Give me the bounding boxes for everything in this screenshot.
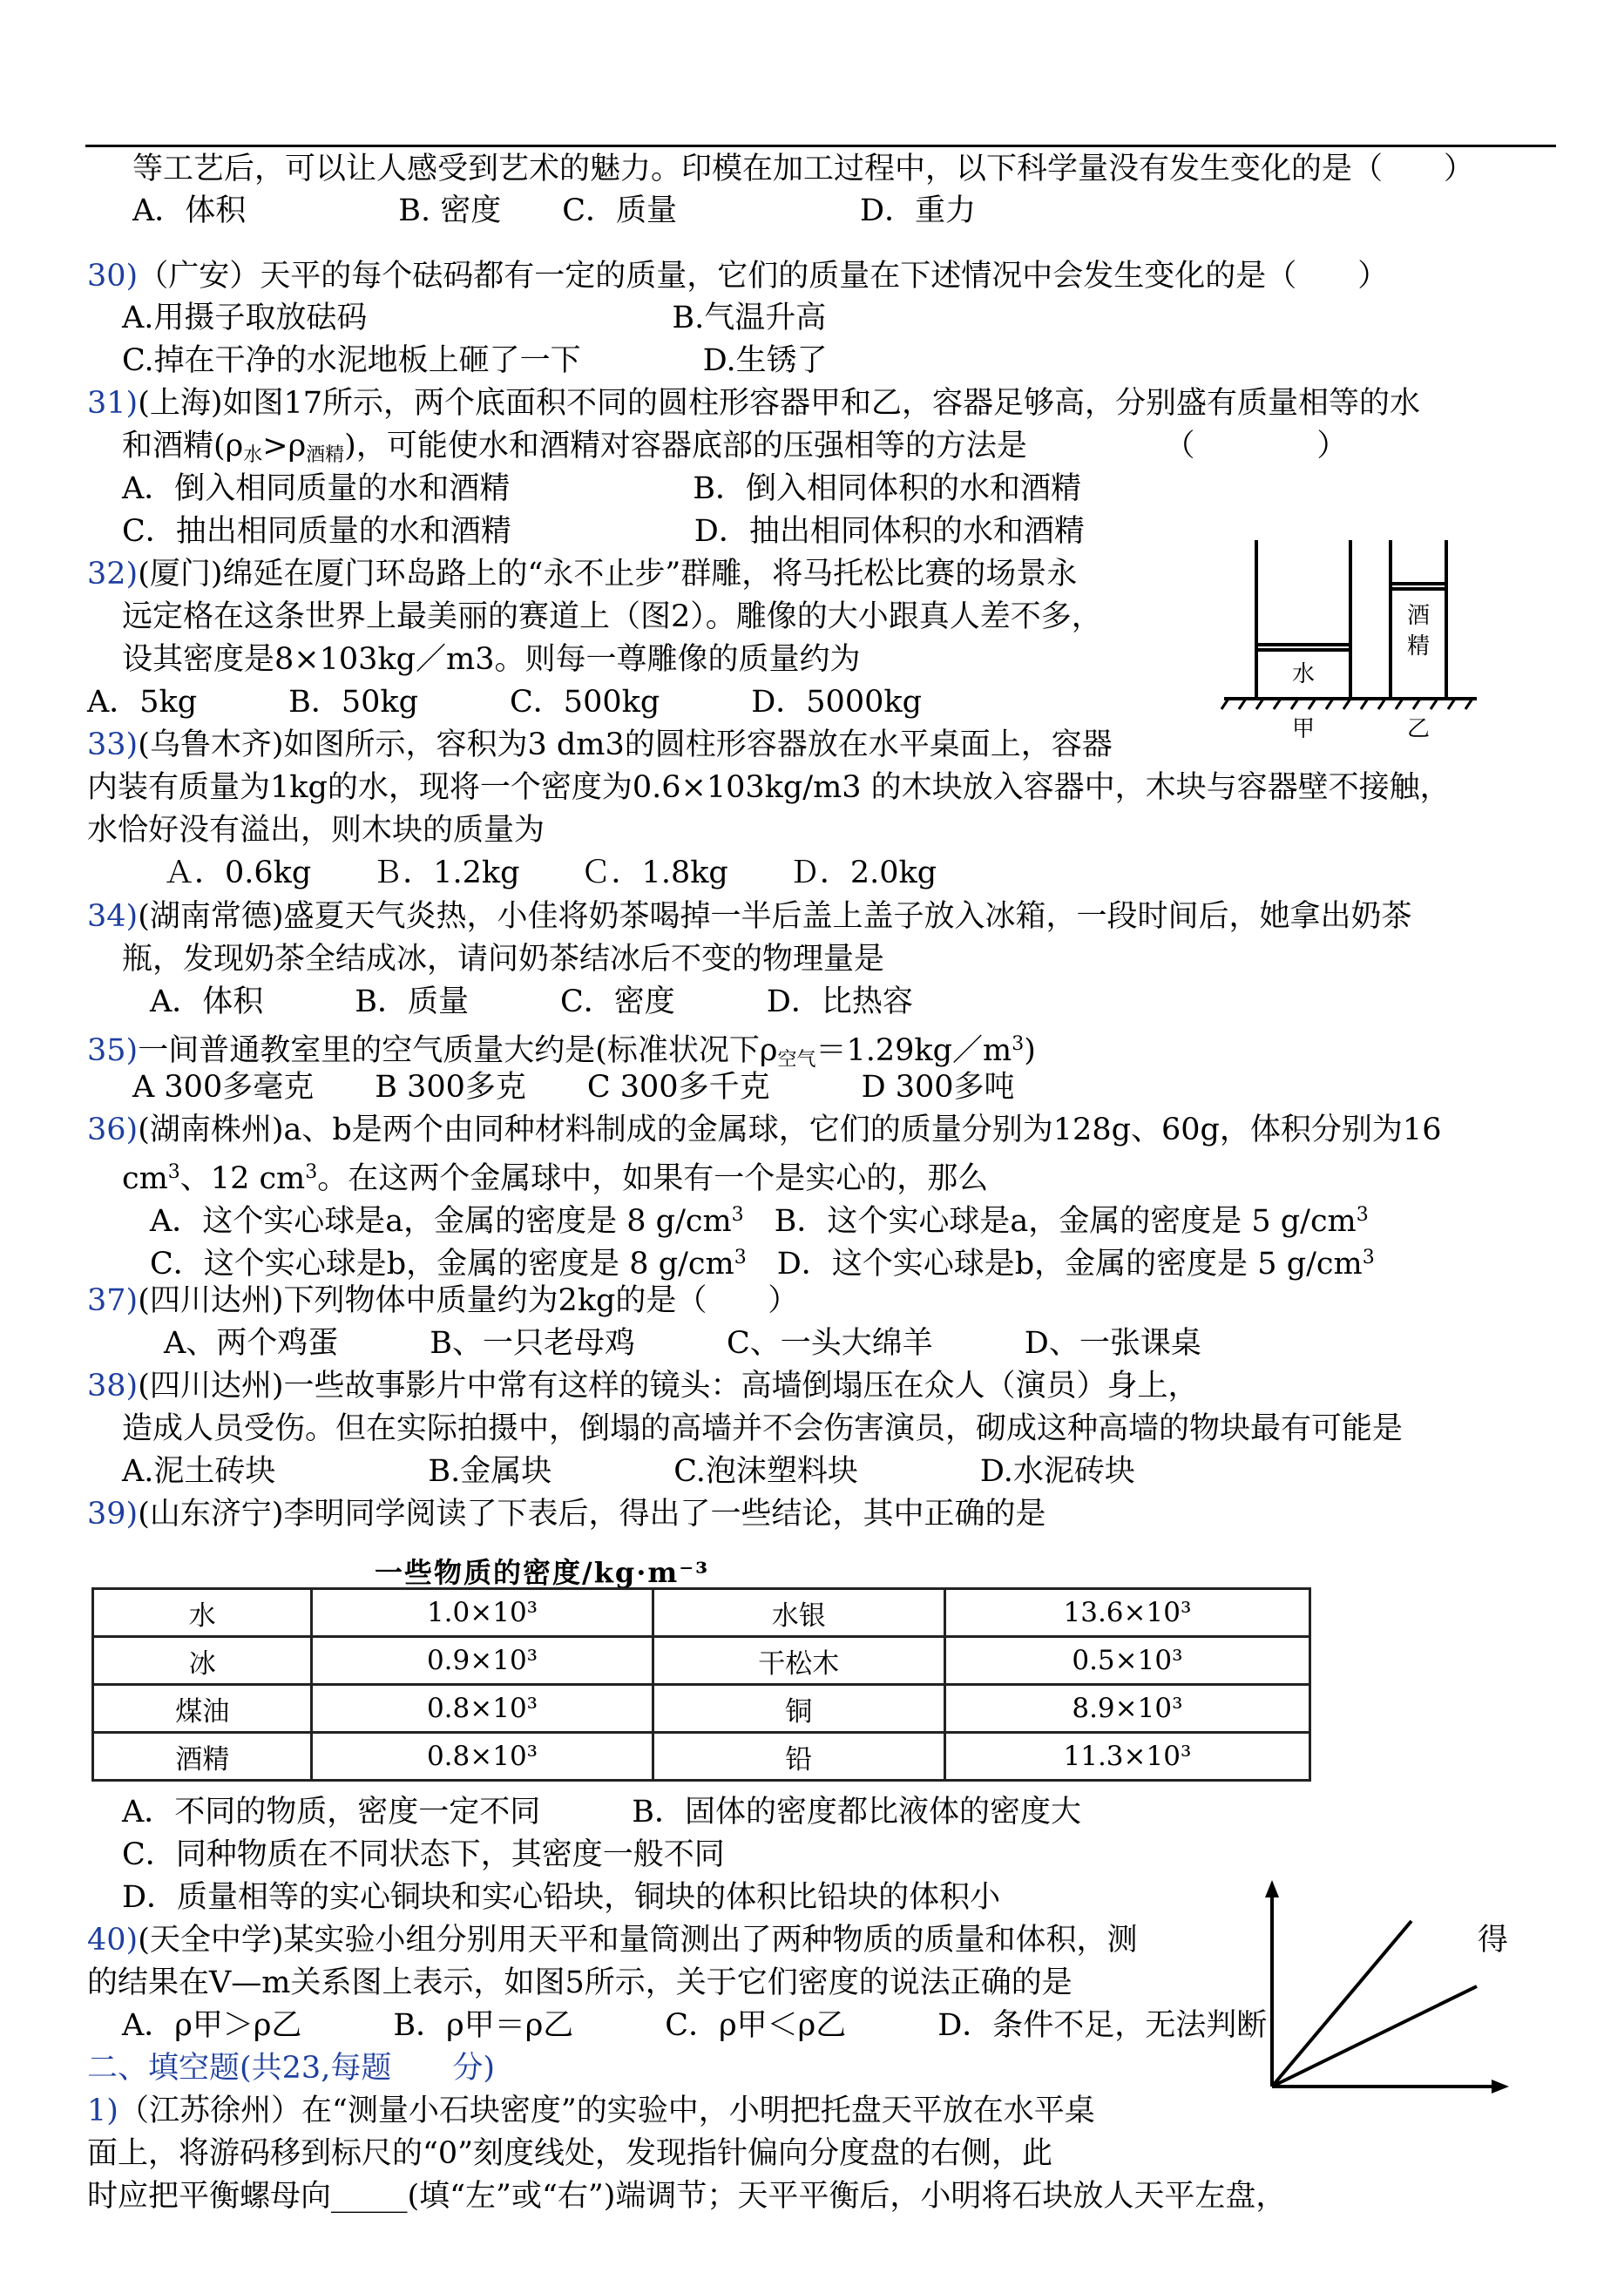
- q33-stem-line2: 内装有质量为1kg的水，现将一个密度为0.6×103kg/m3 的木块放入容器中，木块与容器壁不接触，: [87, 770, 1451, 805]
- q35-options: A 300多毫克 B 300多克 C 300多千克 D 300多吨: [132, 1070, 1015, 1105]
- container-jia-label: 甲: [1291, 716, 1316, 741]
- option-b: B．这个实心球是a，金属的密度是 5 g/cm: [743, 1204, 1357, 1239]
- question-stem: （广安）天平的每个砝码都有一定的质量，它们的质量在下述情况中会发生变化的是（ ）: [138, 259, 1389, 294]
- q29-options: A．体积 B. 密度 C．质量 D．重力: [132, 193, 977, 228]
- density-table: [91, 1587, 1311, 1782]
- text-fragment: 和酒精(ρ: [122, 429, 244, 463]
- question-number: 38): [87, 1369, 139, 1404]
- question-31: [87, 384, 1420, 423]
- q32-stem-line3: 设其密度是8×103kg／m3。则每一尊雕像的质量约为: [122, 642, 861, 677]
- text-fragment: )，可能使水和酒精对容器底部的压强相等的方法是 （ ）: [344, 429, 1348, 463]
- q38-stem-line2: 造成人员受伤。但在实际拍摄中，倒塌的高墙并不会伤害演员，砌成这种高墙的物块最有可能是: [122, 1411, 1404, 1446]
- text-fragment: ): [1024, 1033, 1036, 1068]
- q39-option-c: C．同种物质在不同状态下，其密度一般不同: [122, 1837, 725, 1872]
- section-fill-in-heading: 二、填空题(共23,每题 分): [87, 2051, 495, 2086]
- fill-question-1-line3: 时应把平衡螺母向_____(填“左”或“右”)端调节；天平平衡后，小明将石块放人天平左盘，: [87, 2179, 1287, 2214]
- question-number: 40): [87, 1923, 139, 1958]
- question-stem: (四川达州)下列物体中质量约为2kg的是（ ）: [138, 1283, 799, 1318]
- question-number: 36): [87, 1113, 139, 1147]
- question-33: [87, 726, 1113, 764]
- question-stem: (湖南株州)a、b是两个由同种材料制成的金属球，它们的质量分别为128g、60g，体积分别为16: [138, 1113, 1442, 1147]
- question-30: [87, 257, 1388, 295]
- superscript: 3: [734, 1247, 747, 1268]
- table-cell: 0.8×10³: [312, 1733, 653, 1781]
- density-table-title: 一些物质的密度/kg·m⁻³: [375, 1556, 710, 1589]
- question-number: 39): [87, 1497, 139, 1532]
- question-37: [87, 1282, 798, 1320]
- table-cell: 0.5×10³: [944, 1637, 1309, 1685]
- question-number: 35): [87, 1033, 139, 1068]
- table-cell: 11.3×10³: [944, 1733, 1309, 1781]
- text-fragment: cm: [122, 1161, 168, 1196]
- question-number: 33): [87, 727, 139, 762]
- q39-option-d: D．质量相等的实心铜块和实心铅块，铜块的体积比铅块的体积小: [122, 1880, 1001, 1915]
- table-row: [93, 1733, 1310, 1781]
- q37-options: A、两个鸡蛋 B、一只老母鸡 C、一头大绵羊 D、一张课桌: [164, 1326, 1201, 1361]
- text-fragment: 一间普通教室里的空气质量大约是(标准状况下ρ: [138, 1033, 778, 1068]
- q36-stem-line2: [122, 1153, 988, 1198]
- question-stem: (厦门)绵延在厦门环岛路上的“永不止步”群雕，将马托松比赛的场景永: [138, 557, 1078, 592]
- question-34: [87, 897, 1412, 936]
- text-fragment: >ρ: [262, 429, 307, 463]
- question-stem: (四川达州)一些故事影片中常有这样的镜头：高墙倒塌压在众人（演员）身上，: [138, 1369, 1199, 1404]
- table-cell: 酒精: [93, 1733, 312, 1781]
- table-cell: 冰: [93, 1637, 312, 1685]
- fill-question-1-line2: 面上，将游码移到标尺的“0”刻度线处，发现指针偏向分度盘的右侧，此: [87, 2136, 1053, 2171]
- table-cell: 8.9×10³: [944, 1685, 1309, 1733]
- q31-stem-line2: [122, 427, 1347, 475]
- table-cell: 13.6×10³: [944, 1589, 1309, 1637]
- question-stem: （江苏徐州）在“测量小石块密度”的实验中，小明把托盘天平放在水平桌: [118, 2093, 1095, 2128]
- q33-options: Ａ．0.6kg Ｂ．1.2kg Ｃ．1.8kg Ｄ．2.0kg: [164, 856, 937, 890]
- table-row: [93, 1685, 1310, 1733]
- question-stem: (天全中学)某实验小组分别用天平和量筒测出了两种物质的质量和体积，测: [138, 1923, 1138, 1958]
- text-fragment: 。在这两个金属球中，如果有一个是实心的，那么: [317, 1161, 989, 1196]
- q36-options-cd: [150, 1239, 1375, 1283]
- question-36: [87, 1111, 1441, 1149]
- table-cell: 水银: [653, 1589, 944, 1637]
- table-cell: 0.8×10³: [312, 1685, 653, 1733]
- text-fragment: 、12 cm: [179, 1161, 306, 1196]
- option-d: D．这个实心球是b，金属的密度是 5 g/cm: [746, 1247, 1363, 1282]
- q40-stem-end: 得: [1478, 1923, 1509, 1958]
- question-stem: (乌鲁木齐)如图所示，容积为3 dm3的圆柱形容器放在水平桌面上，容器: [138, 727, 1113, 762]
- question-number: 1): [87, 2093, 118, 2128]
- superscript: 3: [167, 1161, 180, 1183]
- option-c: C．这个实心球是b，金属的密度是 8 g/cm: [150, 1247, 734, 1282]
- table-cell: 铜: [653, 1685, 944, 1733]
- question-stem: (上海)如图17所示，两个底面积不同的圆柱形容器甲和乙，容器足够高，分别盛有质量相等的水: [138, 386, 1421, 421]
- table-row: [93, 1589, 1310, 1637]
- q33-stem-line3: 水恰好没有溢出，则木块的质量为: [87, 813, 545, 848]
- q40-options: A．ρ甲＞ρ乙 B．ρ甲＝ρ乙 C．ρ甲＜ρ乙 D．条件不足，无法判断: [122, 2008, 1268, 2043]
- q31-options-cd: C．抽出相同质量的水和酒精 D．抽出相同体积的水和酒精: [122, 514, 1085, 549]
- q30-options-cd: C.掉在干净的水泥地板上砸了一下 D.生锈了: [122, 343, 828, 378]
- question-number: 30): [87, 259, 139, 294]
- q31-options-ab: A．倒入相同质量的水和酒精 B．倒入相同体积的水和酒精: [122, 471, 1081, 506]
- superscript: 3: [731, 1204, 744, 1226]
- containers-figure: [1220, 531, 1481, 741]
- alcohol-label-1: 酒: [1406, 603, 1431, 629]
- container-yi-label: 乙: [1406, 716, 1431, 741]
- question-number: 31): [87, 386, 139, 421]
- q29-stem-tail: 等工艺后，可以让人感受到艺术的魅力。印模在加工过程中，以下科学量没有发生变化的是（ ）: [132, 152, 1475, 186]
- q34-stem-line2: 瓶，发现奶茶全结成冰，请问奶茶结冰后不变的物理量是: [122, 942, 885, 977]
- superscript: 3: [1362, 1247, 1375, 1268]
- header-rule: [85, 145, 1556, 147]
- q30-options-ab: A.用摄子取放砝码 B.气温升高: [122, 301, 827, 335]
- table-cell: 1.0×10³: [312, 1589, 653, 1637]
- v-m-graph-figure: [1255, 1873, 1516, 2100]
- question-40: [87, 1921, 1138, 1959]
- question-38: [87, 1367, 1199, 1405]
- table-cell: 干松木: [653, 1637, 944, 1685]
- table-row: [93, 1637, 1310, 1685]
- alcohol-label-2: 精: [1406, 633, 1431, 659]
- question-32: [87, 555, 1077, 593]
- table-cell: 铅: [653, 1733, 944, 1781]
- superscript: 3: [1012, 1033, 1025, 1055]
- water-label: 水: [1291, 661, 1316, 687]
- question-number: 34): [87, 899, 139, 934]
- question-stem: (山东济宁)李明同学阅读了下表后，得出了一些结论，其中正确的是: [138, 1497, 1046, 1532]
- q38-options: A.泥土砖块 B.金属块 C.泡沫塑料块 D.水泥砖块: [122, 1454, 1135, 1489]
- subscript: 空气: [777, 1049, 816, 1071]
- q34-options: A．体积 B．质量 C．密度 D．比热容: [150, 984, 913, 1019]
- text-fragment: ＝1.29kg／m: [815, 1033, 1012, 1068]
- q36-options-ab: [150, 1196, 1369, 1241]
- subscript: 水: [243, 444, 263, 466]
- superscript: 3: [305, 1161, 318, 1183]
- question-stem: (湖南常德)盛夏天气炎热，小佳将奶茶喝掉一半后盖上盖子放入冰箱，一段时间后，她拿出奶茶: [138, 899, 1412, 934]
- q40-stem-line2: 的结果在V—m关系图上表示，如图5所示，关于它们密度的说法正确的是: [87, 1965, 1073, 2000]
- superscript: 3: [1356, 1204, 1369, 1226]
- q32-stem-line2: 远定格在这条世界上最美丽的赛道上（图2）。雕像的大小跟真人差不多，: [122, 599, 1102, 634]
- question-39: [87, 1495, 1046, 1533]
- table-cell: 水: [93, 1589, 312, 1637]
- q39-options-ab: A．不同的物质，密度一定不同 B．固体的密度都比液体的密度大: [122, 1795, 1081, 1830]
- table-cell: 煤油: [93, 1685, 312, 1733]
- subscript: 酒精: [306, 444, 345, 466]
- option-a: A．这个实心球是a，金属的密度是 8 g/cm: [150, 1204, 732, 1239]
- question-number: 32): [87, 557, 139, 592]
- table-cell: 0.9×10³: [312, 1637, 653, 1685]
- question-number: 37): [87, 1283, 139, 1318]
- q32-options: A．5kg B．50kg C．500kg D．5000kg: [87, 685, 922, 720]
- fill-question-1: [87, 2092, 1095, 2130]
